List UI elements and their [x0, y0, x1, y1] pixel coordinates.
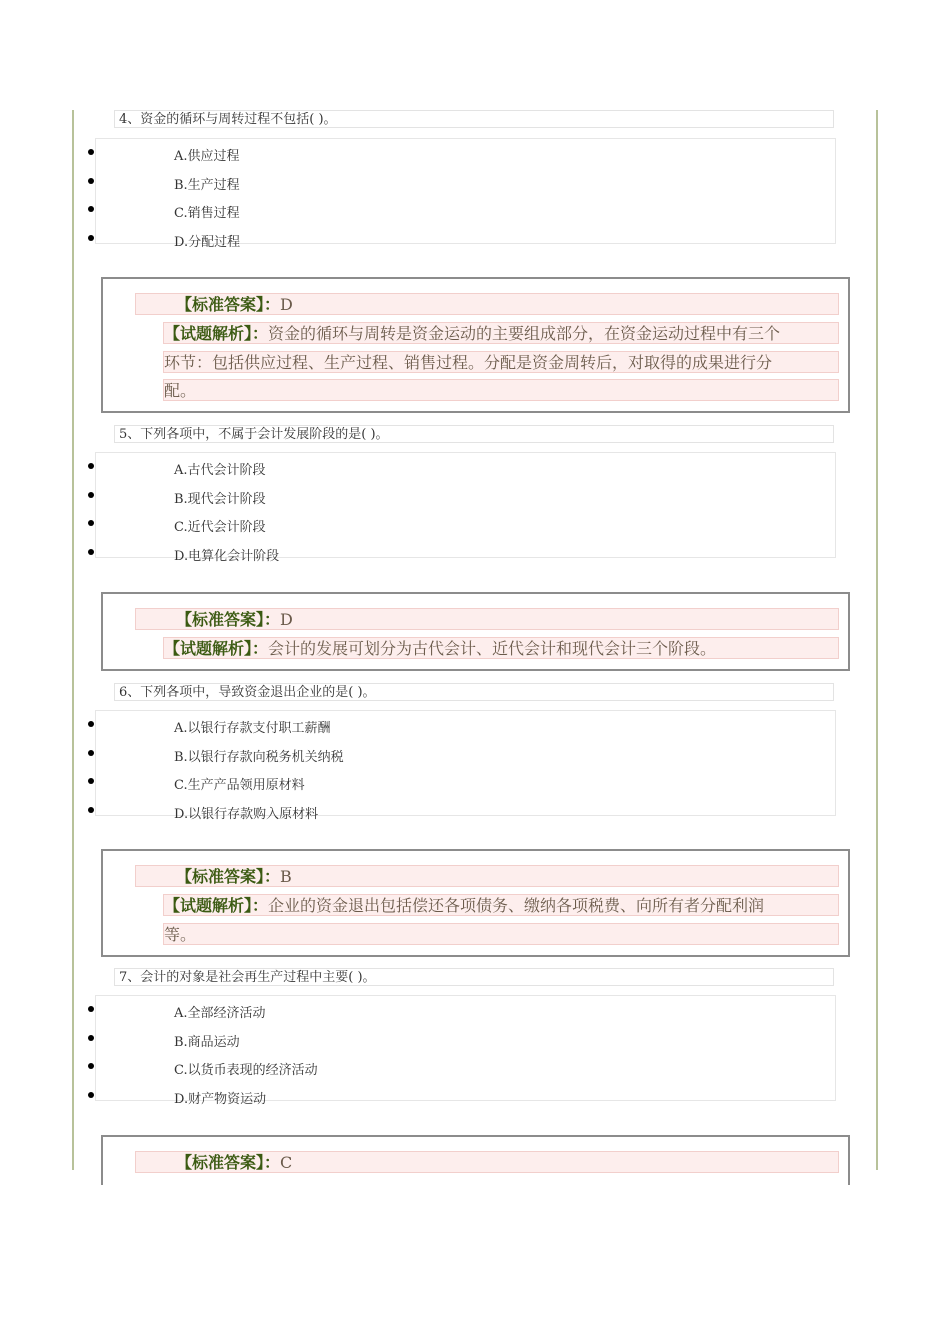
- analysis-row: 【试题解析】：企业的资金退出包括偿还各项债务、缴纳各项税费、向所有者分配利润: [163, 894, 839, 916]
- bullet-icon: [88, 1092, 94, 1098]
- question-title: 7、会计的对象是社会再生产过程中主要( )。: [114, 968, 834, 986]
- option-item[interactable]: D.电算化会计阶段: [96, 545, 796, 565]
- bullet-icon: [88, 778, 94, 784]
- analysis-row: 等。: [163, 923, 839, 945]
- option-item[interactable]: B.商品运动: [96, 1031, 796, 1051]
- bullet-icon: [88, 178, 94, 184]
- option-item[interactable]: D.以银行存款购入原材料: [96, 803, 796, 823]
- bullet-icon: [88, 1035, 94, 1041]
- option-item[interactable]: C.销售过程: [96, 202, 796, 222]
- frame-line-left: [72, 110, 74, 1170]
- option-item[interactable]: A.供应过程: [96, 145, 796, 165]
- option-item[interactable]: D.财产物资运动: [96, 1088, 796, 1108]
- answer-row: [135, 293, 839, 315]
- answer-value: C: [280, 1153, 293, 1172]
- analysis-row: 配。: [163, 379, 839, 401]
- answer-row: [135, 865, 839, 887]
- options-box: [95, 452, 836, 564]
- answer-label: 【标准答案】：: [176, 867, 281, 886]
- answer-label: 【标准答案】：: [176, 1153, 281, 1172]
- option-item[interactable]: B.生产过程: [96, 174, 796, 194]
- analysis-row: 【试题解析】：会计的发展可划分为古代会计、近代会计和现代会计三个阶段。: [163, 637, 839, 659]
- answer-label: 【标准答案】：: [176, 610, 281, 629]
- frame-line-right: [876, 110, 878, 1170]
- answer-row: [135, 1151, 839, 1173]
- answer-value: D: [280, 295, 293, 314]
- answer-box: [101, 849, 850, 957]
- bullet-icon: [88, 1006, 94, 1012]
- analysis-label: 【试题解析】：: [164, 324, 269, 343]
- bullet-icon: [88, 149, 94, 155]
- bullet-icon: [88, 492, 94, 498]
- bullet-icon: [88, 520, 94, 526]
- bullet-icon: [88, 463, 94, 469]
- bullet-icon: [88, 750, 94, 756]
- question-title: 5、下列各项中，不属于会计发展阶段的是( )。: [114, 425, 834, 443]
- options-box: [95, 138, 836, 250]
- bullet-icon: [88, 549, 94, 555]
- option-item[interactable]: A.全部经济活动: [96, 1002, 796, 1022]
- answer-box: [101, 592, 850, 671]
- answer-row: [135, 608, 839, 630]
- analysis-row: 环节：包括供应过程、生产过程、销售过程。分配是资金周转后，对取得的成果进行分: [163, 351, 839, 373]
- option-item[interactable]: B.现代会计阶段: [96, 488, 796, 508]
- option-item[interactable]: C.以货币表现的经济活动: [96, 1059, 796, 1079]
- answer-value: D: [280, 610, 293, 629]
- option-item[interactable]: D.分配过程: [96, 231, 796, 251]
- answer-box: [101, 277, 850, 413]
- analysis-label: 【试题解析】：: [164, 896, 269, 915]
- option-item[interactable]: A.古代会计阶段: [96, 459, 796, 479]
- analysis-label: 【试题解析】：: [164, 639, 269, 658]
- question-title: 6、下列各项中，导致资金退出企业的是( )。: [114, 683, 834, 701]
- answer-label: 【标准答案】：: [176, 295, 281, 314]
- bullet-icon: [88, 235, 94, 241]
- option-item[interactable]: A.以银行存款支付职工薪酬: [96, 717, 796, 737]
- option-item[interactable]: C.生产产品领用原材料: [96, 774, 796, 794]
- bullet-icon: [88, 1063, 94, 1069]
- option-item[interactable]: B.以银行存款向税务机关纳税: [96, 746, 796, 766]
- options-box: [95, 710, 836, 822]
- option-item[interactable]: C.近代会计阶段: [96, 516, 796, 536]
- answer-box: [101, 1135, 850, 1185]
- question-title: 4、资金的循环与周转过程不包括( )。: [114, 110, 834, 128]
- bullet-icon: [88, 721, 94, 727]
- answer-value: B: [280, 867, 292, 886]
- analysis-row: 【试题解析】：资金的循环与周转是资金运动的主要组成部分，在资金运动过程中有三个: [163, 322, 839, 344]
- bullet-icon: [88, 206, 94, 212]
- bullet-icon: [88, 807, 94, 813]
- options-box: [95, 995, 836, 1107]
